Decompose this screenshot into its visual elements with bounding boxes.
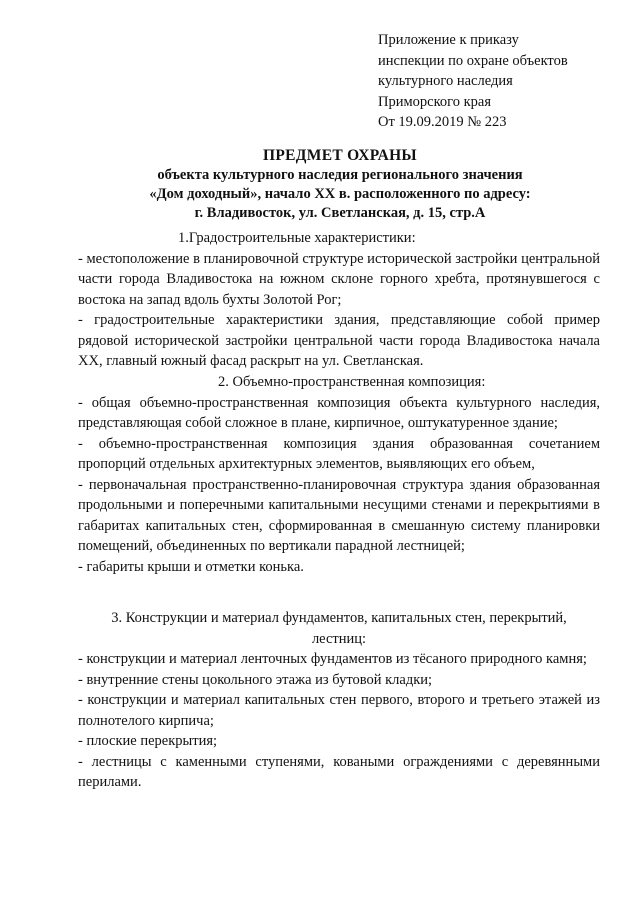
list-item: - конструкции и материал ленточных фундаментов из тёсаного природного камня; <box>78 651 587 667</box>
list-item: - конструкции и материал капитальных стен первого, второго и третьего этажей из полнотелого кирпича; <box>78 692 600 729</box>
list-item: - внутренние стены цокольного этажа из бутовой кладки; <box>78 671 433 688</box>
section-heading: 3. Конструкции и материал фундаментов, капитальных стен, перекрытий, лестниц: <box>111 610 567 647</box>
document-title <box>60 146 620 223</box>
list-item: - объемно-пространственная композиция здания образованная сочетанием пропорций отдельных архитектурных элементов, выявляющих его объем, <box>78 435 600 472</box>
section-structures-materials <box>78 608 600 793</box>
list-item: - первоначальная пространственно-планировочная структура здания образованная продольными и поперечными капитальными несущими стенами и перекрытиями в габаритах капитальных стен, сформированная в смешанную систему планировки помещений, объединенных по вертикали парадной лестницей; <box>78 476 600 554</box>
title-line: объекта культурного наследия регионального значения <box>157 167 523 183</box>
appendix-line: Приложение к приказу <box>378 32 519 48</box>
list-item: - местоположение в планировочной структуре исторической застройки центральной части города Владивостока на южном склоне горного хребта, протянувшегося с востока на запад вдоль бухты Золотой Рог; <box>78 250 600 308</box>
appendix-line: Приморского края <box>378 93 492 110</box>
title-address: г. Владивосток, ул. Светланская, д. 15, стр.А <box>194 205 486 221</box>
list-item: - плоские перекрытия; <box>78 733 218 749</box>
list-item: - габариты крыши и отметки конька. <box>78 558 304 575</box>
appendix-order-date: От 19.09.2019 № 223 <box>378 114 507 130</box>
page-title: ПРЕДМЕТ ОХРАНЫ <box>263 147 417 164</box>
list-item: - градостроительные характеристики здания, представляющие собой пример рядовой исторической застройки центральной части города Владивостока начала XX, главный южный фасад раскрыт на ул. Светланская. <box>78 312 600 369</box>
section-spatial-composition <box>78 372 600 577</box>
section-urban-characteristics <box>78 228 600 372</box>
list-item: - лестницы с каменными ступенями, коваными ограждениями с деревянными перилами. <box>78 753 600 790</box>
section-heading: 2. Объемно-пространственная композиция: <box>218 374 486 390</box>
title-line: «Дом доходный», начало XX в. расположенного по адресу: <box>149 186 531 202</box>
appendix-line: инспекции по охране объектов <box>378 52 568 69</box>
list-item: - общая объемно-пространственная композиция объекта культурного наследия, представляющая собой сложное в плане, кирпичное, оштукатуренное здание; <box>78 394 600 431</box>
appendix-header <box>378 30 628 133</box>
section-heading: 1.Градостроительные характеристики: <box>178 230 416 246</box>
appendix-line: культурного наследия <box>378 73 513 89</box>
